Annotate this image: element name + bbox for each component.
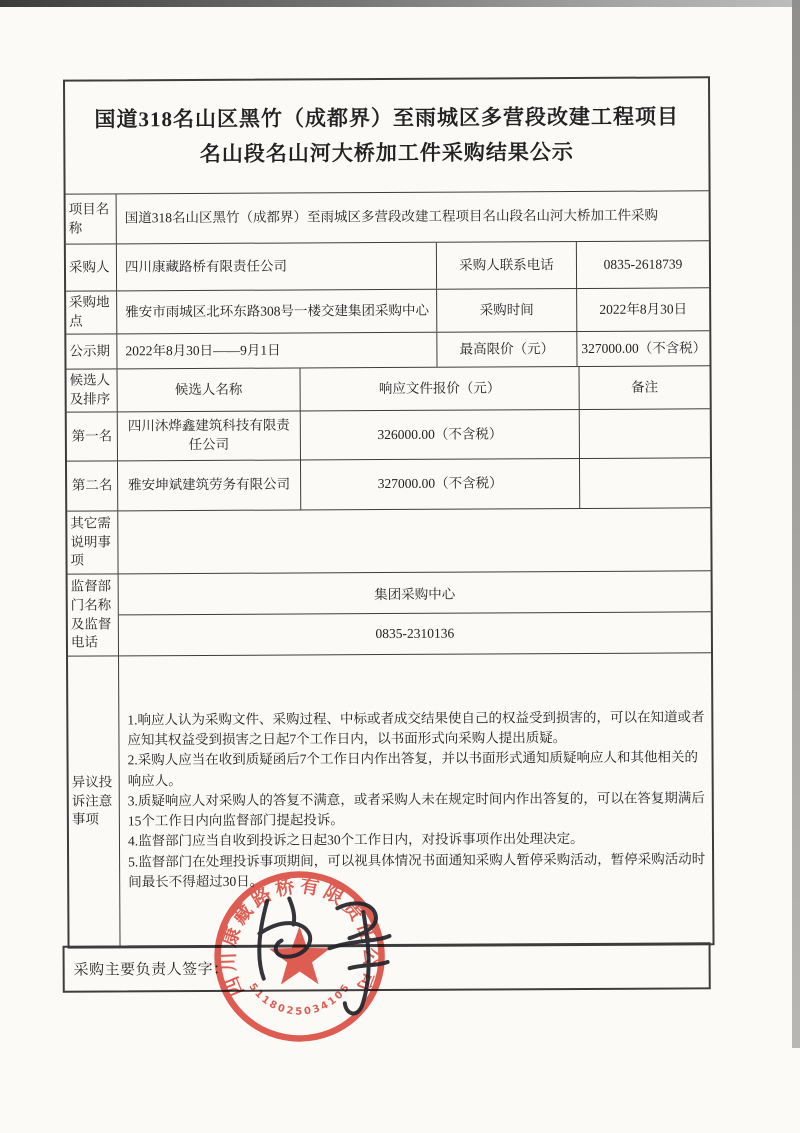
row-publicity-period: [66, 330, 709, 368]
candidate-1-name: 四川沐烨鑫建筑科技有限责任公司: [117, 411, 300, 460]
purchaser-value: 四川康藏路桥有限责任公司: [116, 243, 436, 291]
candidate-2-remark: [579, 458, 710, 508]
dispute-item-4: 4.监督部门应当自收到投诉之日起30个工作日内，对投诉事项作出处理决定。: [127, 831, 584, 849]
purchase-time-value: 2022年8月30日: [576, 288, 709, 331]
title-row: [65, 78, 709, 193]
title-line-1: 国道318名山区黑竹（成都界）至雨城区多营段改建工程项目: [94, 104, 680, 132]
project-name-value: 国道318名山区黑竹（成都界）至雨城区多营段改建工程项目名山段名山河大桥加工件采购: [116, 191, 709, 243]
seal-company-text: 四川康藏路桥有限责任公司: [218, 875, 381, 999]
dispute-item-3: 3.质疑响应人对采购人的答复不满意，或者采购人未在规定时间内作出答复的，可以在答复期满后15个工作日内向监督部门提起投诉。: [127, 790, 705, 829]
row-project-name: [66, 190, 709, 243]
title-line-2: 名山段名山河大桥加工件采购结果公示: [199, 140, 574, 166]
candidate-row-1: [67, 408, 710, 460]
candidates-rank-header: 候选人及排序: [69, 372, 111, 407]
purchase-time-label: 采购时间: [436, 289, 576, 332]
location-value: 雅安市雨城区北环东路308号一楼交建集团采购中心: [116, 290, 436, 334]
scan-edge-right: [792, 0, 800, 1048]
dispute-item-1: 1.响应人认为采购文件、采购过程、中标或者成交结果使自己的权益受到损害的，可以在知道或者应知其权益受到损害之日起7个工作日内，以书面形式向采购人提出质疑。: [127, 708, 705, 748]
row-other-notes: [67, 507, 710, 573]
supervision-values: [118, 571, 711, 655]
row-purchaser: [66, 240, 709, 290]
candidate-row-2: [67, 457, 710, 510]
signature-label: 采购主要负责人签字：: [73, 961, 229, 979]
candidates-header-row: [67, 365, 710, 411]
candidate-1-price: 326000.00（不含税）: [300, 410, 579, 459]
candidates-remark-header: 备注: [579, 366, 710, 409]
supervision-department: 集团采购中心: [374, 586, 456, 603]
candidate-2-rank: 第二名: [71, 477, 113, 493]
other-notes-label: 其它需说明事项: [70, 515, 111, 568]
other-notes-value: [117, 508, 710, 573]
candidates-name-header: 候选人名称: [117, 368, 300, 411]
document-title: [65, 78, 709, 193]
dispute-item-2: 2.采购人应当在收到质疑函后7个工作日内作出答复，并以书面形式通知质疑响应人和其他相关的响应人。: [127, 749, 698, 788]
seal-number-text: 5118025034105: [246, 980, 354, 1018]
publicity-label: 公示期: [69, 343, 110, 359]
purchaser-phone-label: 采购人联系电话: [436, 242, 576, 289]
handwritten-signature: [229, 878, 425, 1029]
procurement-result-table: [63, 76, 715, 948]
publicity-value: 2022年8月30日——9月1日: [116, 333, 436, 369]
project-name-label: 项目名称: [68, 201, 110, 236]
max-price-label: 最高限价（元）: [436, 332, 576, 367]
max-price-value: 327000.00（不含税）: [576, 331, 709, 366]
candidates-price-header: 响应文件报价（元）: [300, 367, 579, 410]
scan-edge-top: [0, 0, 800, 7]
location-label: 采购地点: [69, 294, 110, 329]
supervision-phone: 0835-2310136: [119, 611, 711, 655]
candidate-1-remark: [579, 409, 710, 458]
row-location: [66, 287, 709, 333]
candidate-2-price: 327000.00（不含税）: [300, 459, 579, 509]
supervision-label: 监督部门名称及监督电话: [70, 578, 112, 650]
purchaser-phone-value: 0835-2618739: [576, 241, 709, 288]
dispute-label: 异议投诉注意事项: [71, 774, 113, 827]
row-supervision: [68, 570, 711, 655]
signature-strokes: [259, 898, 390, 1014]
dispute-item-5: 5.监督部门在处理投诉事项期间，可以视具体情况书面通知采购人暂停采购活动，暂停采购活动时间最长不得超过30日。: [128, 851, 706, 890]
purchaser-label: 采购人: [68, 259, 110, 275]
candidate-2-name: 雅安坤斌建筑劳务有限公司: [117, 460, 300, 510]
candidate-1-rank: 第一名: [71, 428, 113, 444]
